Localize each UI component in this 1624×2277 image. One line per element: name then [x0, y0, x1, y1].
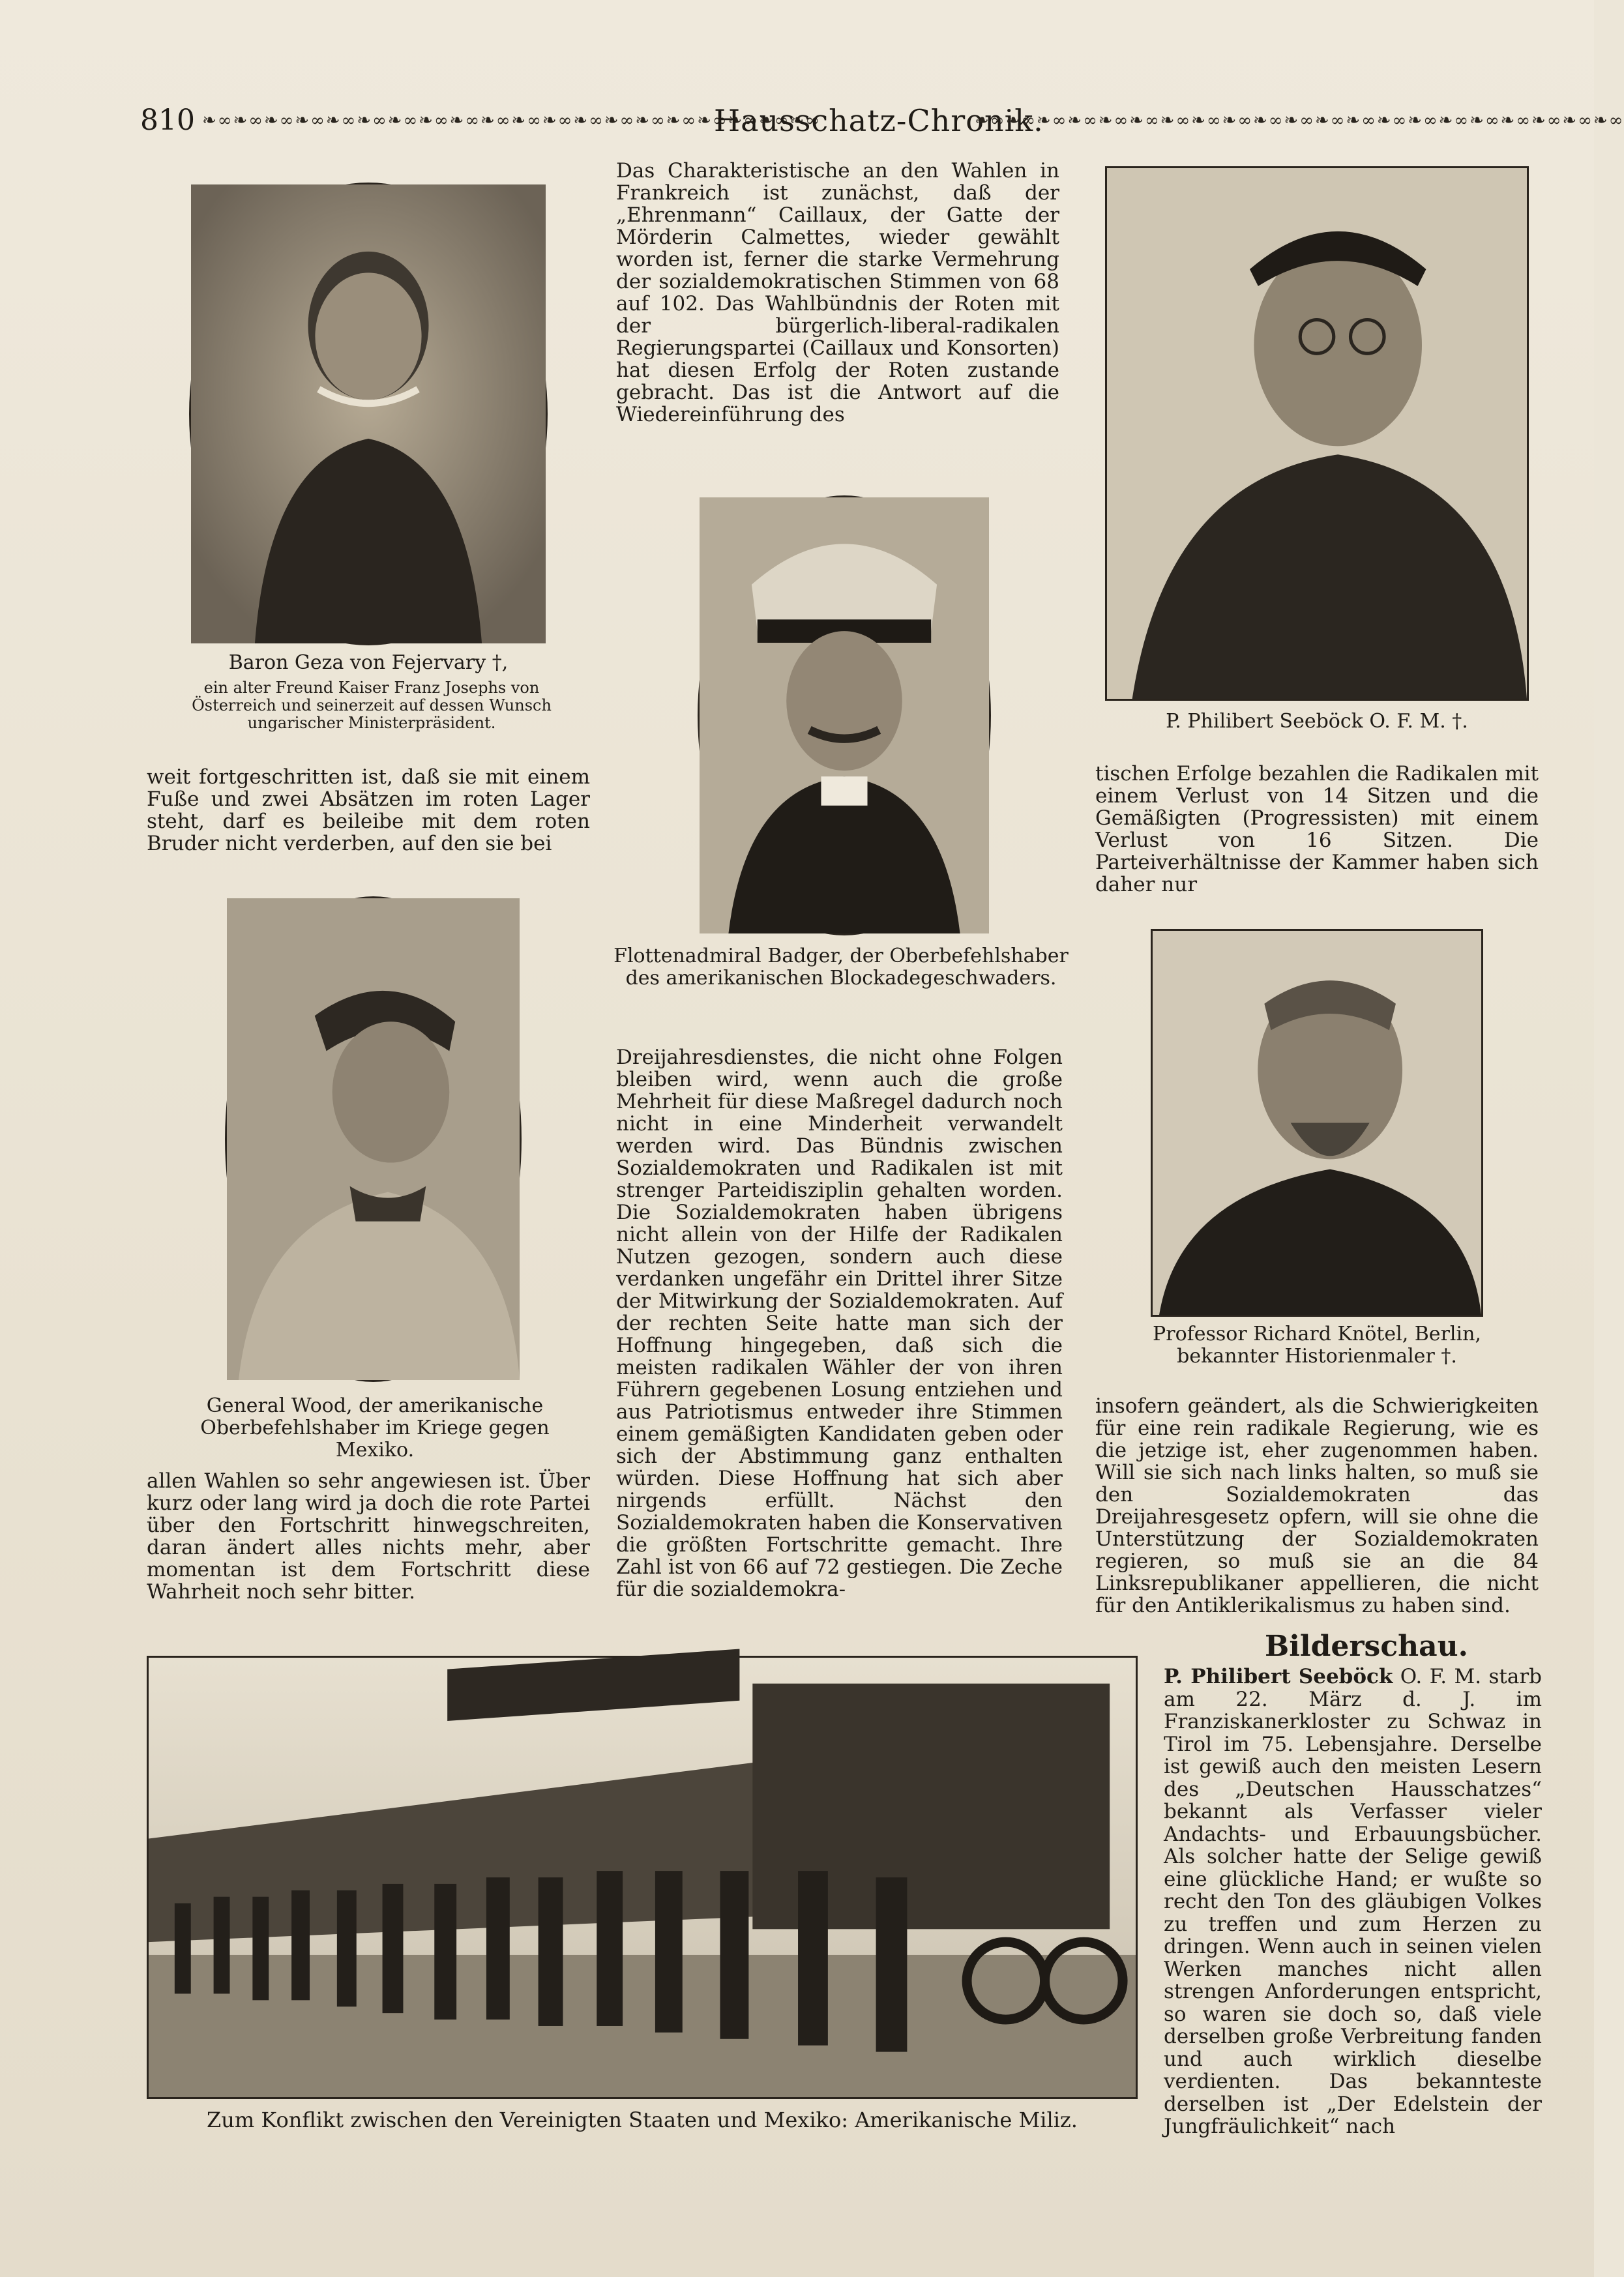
- badger-portrait: [698, 495, 991, 935]
- article-text-right-lower: insofern geändert, als die Schwierigkeiten für eine rein radikale Regierung, wie es die jetzige ist, eher zugenommen haben. Will sie sich nach links halten, so muß sie den Sozialdemokraten das Dreijahresgesetz opfern, will sie ohne die Unterstützung der Sozialdemokraten regieren, so muß sie an die 84 Linksrepublikaner appellieren, die nicht für den Antiklerikalismus zu haben sind.: [1095, 1394, 1539, 1617]
- fejervary-caption-name: Baron Geza von Fejervary †,: [228, 651, 509, 674]
- bilderschau-text: [1164, 1666, 1542, 2138]
- bilderschau-body: O. F. M. starb am 22. März d. J. im Franziskanerkloster zu Schwaz in Tirol im 75. Lebensjahre. Derselbe ist gewiß auch den meisten Lesern des „Deutschen Hausschatzes“ bekannt als Verfasser vieler Andachts- und Erbauungsbücher. Als solcher hatte der Selige gewiß eine glückliche Hand; er wußte so recht den Ton des gläubigen Volkes zu treffen und zum Herzen zu dringen. Wenn auch in seinen vielen Werken manches nicht allen strengen Anforderungen entspricht, so waren sie doch so, daß viele derselben große Verbreitung fanden und auch wirklich dieselbe verdienten. Das bekannteste derselben ist „Der Edelstein der Jungfräulichkeit“ nach: [1164, 1665, 1543, 2138]
- seeboeck-portrait: [1105, 166, 1529, 701]
- article-text-left-lower: allen Wahlen so sehr angewiesen ist. Über kurz oder lang wird ja doch die rote Partei über den Fortschritt hinwegschreiten, daran ändert alles nichts mehr, aber momentan ist dem Fortschritt diese Wahrheit noch sehr bitter.: [147, 1469, 590, 1604]
- knoetel-portrait: [1151, 929, 1483, 1317]
- wood-caption: General Wood, der amerikanische Oberbefehlshaber im Kriege gegen Mexiko.: [200, 1394, 550, 1462]
- train-militia-photo: [147, 1656, 1138, 2099]
- seeboeck-caption: P. Philibert Seeböck O. F. M. †.: [1166, 710, 1468, 733]
- article-text-right-mid: tischen Erfolge bezahlen die Radikalen mit einem Verlust von 14 Sitzen und die Gemäßigten (Progressisten) mit einem Verlust von 16 Sitzen. Die Parteiverhältnisse der Kammer haben sich daher nur: [1095, 762, 1539, 896]
- page-number: 810: [140, 104, 195, 137]
- bilderschau-heading: Bilderschau.: [1265, 1630, 1468, 1663]
- fejervary-portrait: [189, 183, 548, 645]
- bilderschau-lead-name: P. Philibert Seeböck: [1164, 1665, 1393, 1688]
- wood-portrait: [225, 896, 522, 1382]
- badger-caption: Flottenadmiral Badger, der Oberbefehlshaber des amerikanischen Blockadegeschwaders.: [613, 945, 1069, 990]
- fejervary-caption-desc: ein alter Freund Kaiser Franz Josephs von Österreich und seinerzeit auf dessen Wunsch ungarischer Ministerpräsident.: [192, 679, 552, 732]
- train-caption: Zum Konflikt zwischen den Vereinigten Staaten und Mexiko: Amerikanische Miliz.: [207, 2108, 1078, 2132]
- article-text-mid-lower: Dreijahresdienstes, die nicht ohne Folgen bleiben wird, wenn auch die große Mehrheit für diese Maßregel dadurch noch nicht in eine Minderheit verwandelt werden wird. Das Bündnis zwischen Sozialdemokraten und Radikalen ist mit strenger Parteidisziplin gehalten worden. Die Sozialdemokraten haben übrigens nicht allein von der Hilfe der Radikalen Nutzen gezogen, sondern auch diese verdanken ungefähr ein Drittel ihrer Sitze der Mitwirkung der Sozialdemokraten. Auf der rechten Seite hatte man sich der Hoffnung hingegeben, daß sich die meisten radikalen Wähler der von ihren Führern gegebenen Losung entziehen und aus Patriotismus entweder ihre Stimmen einem gemäßigten Kandidaten geben oder sich der Abstimmung ganz enthalten würden. Diese Hoffnung hat sich aber nirgends erfüllt. Nächst den Sozialdemokraten haben die Konservativen die größten Fortschritte gemacht. Ihre Zahl ist von 66 auf 72 gestiegen. Die Zeche für die sozialdemokra-: [616, 1046, 1063, 1601]
- knoetel-caption: Professor Richard Knötel, Berlin, bekannter Historienmaler †.: [1153, 1323, 1481, 1368]
- running-title: Hausschatz-Chronik.: [714, 103, 1044, 138]
- header-ornament-left: ❧∞❧∞❧∞❧∞❧∞❧∞❧∞❧∞❧∞❧∞❧∞❧∞❧∞❧∞❧∞❧∞❧∞❧∞❧∞❧∞: [202, 111, 821, 130]
- header-ornament-right: ❧∞❧∞❧∞❧∞❧∞❧∞❧∞❧∞❧∞❧∞❧∞❧∞❧∞❧∞❧∞❧∞❧∞❧∞❧∞❧∞❧∞: [975, 111, 1624, 130]
- article-text-left-mid: weit fortgeschritten ist, daß sie mit einem Fuße und zwei Absätzen im roten Lager steht, darf es beileibe mit dem roten Bruder nicht verderben, auf den sie bei: [147, 765, 590, 855]
- article-text-mid-top: Das Charakteristische an den Wahlen in Frankreich ist zunächst, daß der „Ehrenmann“ Caillaux, der Gatte der Mörderin Calmettes, wieder gewählt worden ist, ferner die starke Vermehrung der sozialdemokratischen Stimmen von 68 auf 102. Das Wahlbündnis der Roten mit der bürgerlich-liberal-radikalen Regierungspartei (Caillaux und Konsorten) hat diesen Erfolg der Roten zustande gebracht. Das ist die Antwort auf die Wiedereinführung des: [616, 159, 1059, 426]
- page-header: [140, 98, 1624, 143]
